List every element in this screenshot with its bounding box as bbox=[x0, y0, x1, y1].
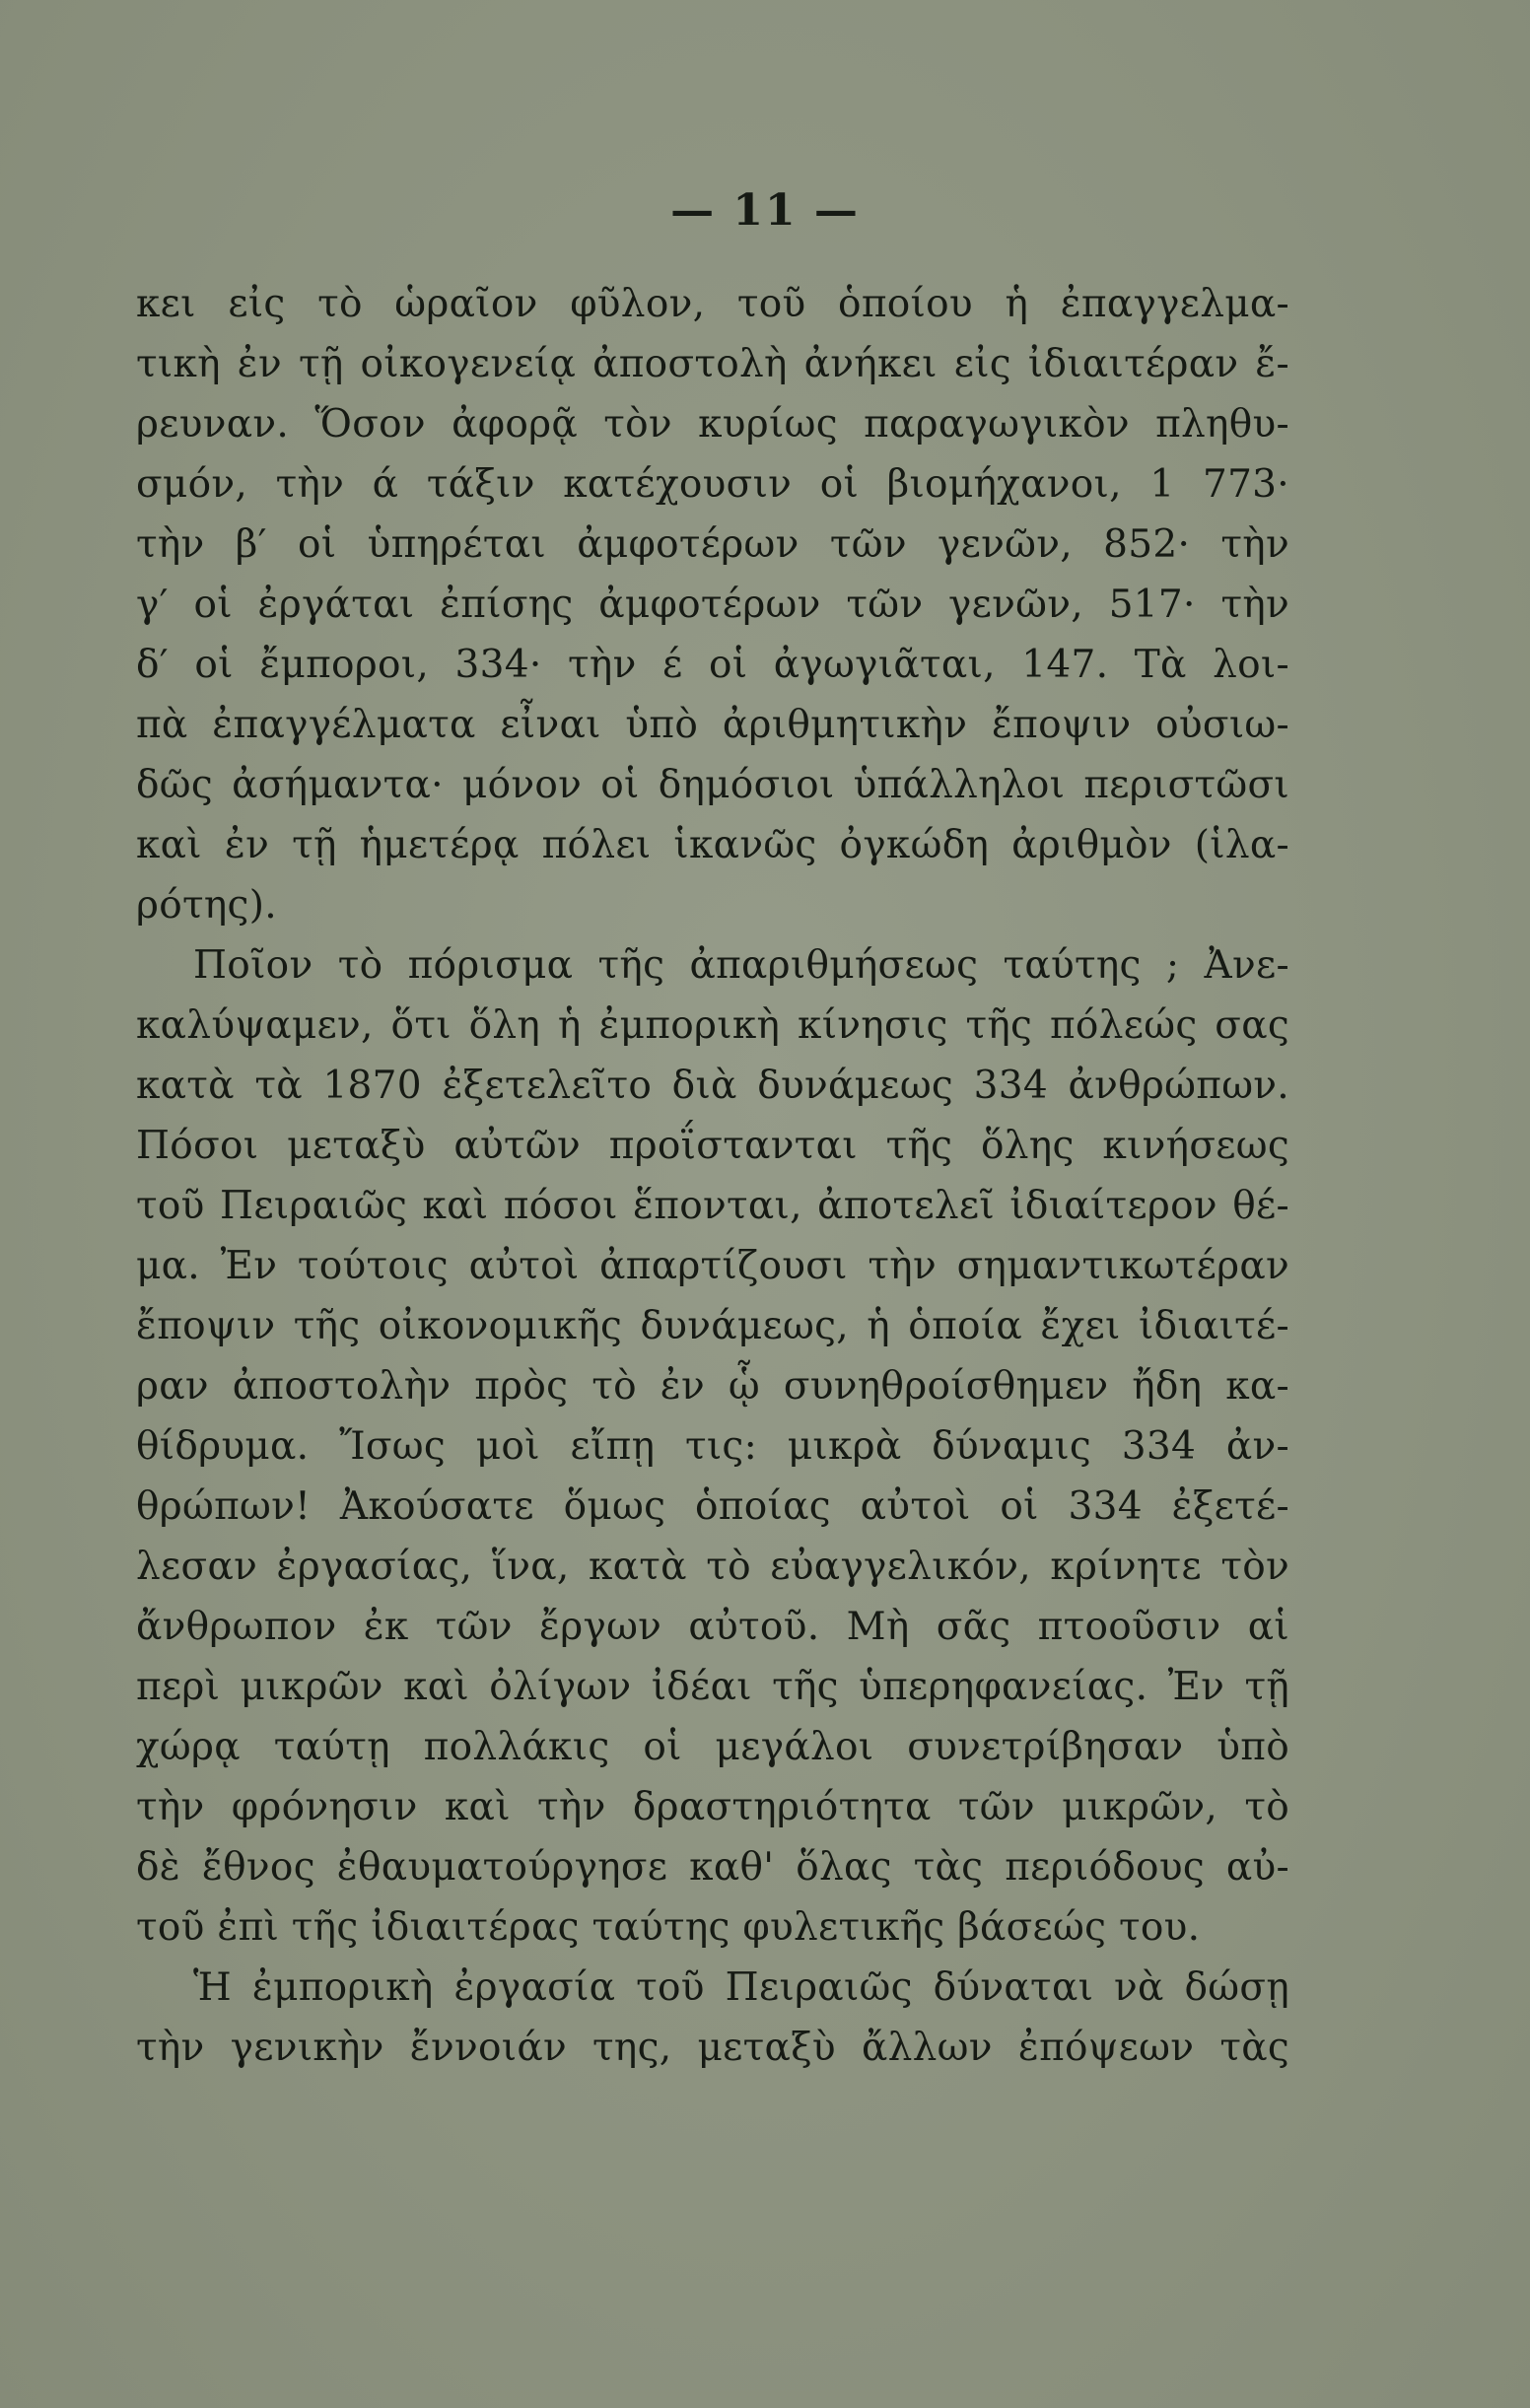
text-line: τικὴ ἐν τῇ οἰκογενείᾳ ἀποστολὴ ἀνήκει εἰς ἰδιαιτέραν ἔ- bbox=[136, 342, 1289, 386]
text-line: κει εἰς τὸ ὡραῖον φῦλον, τοῦ ὁποίου ἡ ἐπαγγελμα- bbox=[136, 282, 1289, 326]
text-line: θίδρυμα. Ἴσως μοὶ εἴπῃ τις: μικρὰ δύναμις 334 ἀν- bbox=[136, 1424, 1289, 1469]
text-line: σμόν, τὴν ά τάξιν κατέχουσιν οἱ βιομήχανοι, 1 773· bbox=[136, 462, 1289, 507]
text-line: μα. Ἐν τούτοις αὐτοὶ ἀπαρτίζουσι τὴν σημαντικωτέραν bbox=[136, 1244, 1289, 1288]
text-line: δὲ ἔθνος ἐθαυματούργησε καθ' ὅλας τὰς περιόδους αὐ- bbox=[136, 1845, 1289, 1890]
paragraph-start-line: Ἡ ἐμπορικὴ ἐργασία τοῦ Πειραιῶς δύναται νὰ δώσῃ bbox=[193, 1965, 1289, 2010]
text-line: ἔποψιν τῆς οἰκονομικῆς δυνάμεως, ἡ ὁποία ἔχει ἰδιαιτέ- bbox=[136, 1304, 1289, 1348]
text-line: καλύψαμεν, ὅτι ὅλη ἡ ἐμπορικὴ κίνησις τῆς πόλεώς σας bbox=[136, 1003, 1289, 1048]
body-text bbox=[136, 274, 1289, 2078]
text-line: πὰ ἐπαγγέλματα εἶναι ὑπὸ ἀριθμητικὴν ἔποψιν οὐσιω- bbox=[136, 703, 1289, 747]
paragraph-start-line: Ποῖον τὸ πόρισμα τῆς ἀπαριθμήσεως ταύτης ; Ἀνε- bbox=[193, 943, 1289, 988]
text-line: ραν ἀποστολὴν πρὸς τὸ ἐν ᾧ συνηθροίσθημεν ἤδη κα- bbox=[136, 1364, 1289, 1409]
text-line: ἄνθρωπον ἐκ τῶν ἔργων αὐτοῦ. Μὴ σᾶς πτοοῦσιν αἱ bbox=[136, 1605, 1289, 1649]
text-line: κατὰ τὰ 1870 ἐξετελεῖτο διὰ δυνάμεως 334 ἀνθρώπων. bbox=[136, 1064, 1289, 1108]
text-line: χώρᾳ ταύτῃ πολλάκις οἱ μεγάλοι συνετρίβησαν ὑπὸ bbox=[136, 1725, 1289, 1769]
text-line: ρότης). bbox=[136, 883, 277, 928]
page-number: — 11 — bbox=[670, 185, 860, 236]
text-line: δ′ οἱ ἔμποροι, 334· τὴν έ οἱ ἀγωγιᾶται, 147. Τὰ λοι- bbox=[136, 643, 1289, 687]
text-line: τοῦ Πειραιῶς καὶ πόσοι ἕπονται, ἀποτελεῖ ἰδιαίτερον θέ- bbox=[136, 1184, 1289, 1228]
text-line: καὶ ἐν τῇ ἡμετέρᾳ πόλει ἱκανῶς ὀγκώδη ἀριθμὸν (ἱλα- bbox=[136, 823, 1289, 867]
text-line: τὴν φρόνησιν καὶ τὴν δραστηριότητα τῶν μικρῶν, τὸ bbox=[136, 1785, 1289, 1829]
text-line: ρευναν. Ὅσον ἀφορᾷ τὸν κυρίως παραγωγικὸν πληθυ- bbox=[136, 402, 1289, 447]
text-line: λεσαν ἐργασίας, ἵνα, κατὰ τὸ εὐαγγελικόν, κρίνητε τὸν bbox=[136, 1545, 1289, 1589]
text-line: τοῦ ἐπὶ τῆς ἰδιαιτέρας ταύτης φυλετικῆς βάσεώς του. bbox=[136, 1905, 1201, 1950]
text-line: θρώπων! Ἀκούσατε ὅμως ὁποίας αὐτοὶ οἱ 334 ἐξετέ- bbox=[136, 1484, 1289, 1529]
text-line: τὴν β′ οἱ ὑπηρέται ἀμφοτέρων τῶν γενῶν, 852· τὴν bbox=[136, 522, 1289, 567]
text-line: Πόσοι μεταξὺ αὐτῶν προΐστανται τῆς ὅλης κινήσεως bbox=[136, 1124, 1289, 1168]
text-line: περὶ μικρῶν καὶ ὀλίγων ἰδέαι τῆς ὑπερηφανείας. Ἐν τῇ bbox=[136, 1665, 1289, 1709]
text-line: γ′ οἱ ἐργάται ἐπίσης ἀμφοτέρων τῶν γενῶν, 517· τὴν bbox=[136, 583, 1289, 627]
text-line: τὴν γενικὴν ἔννοιάν της, μεταξὺ ἄλλων ἐπόψεων τὰς bbox=[136, 2026, 1289, 2070]
text-line: δῶς ἀσήμαντα· μόνον οἱ δημόσιοι ὑπάλληλοι περιστῶσι bbox=[136, 763, 1289, 807]
